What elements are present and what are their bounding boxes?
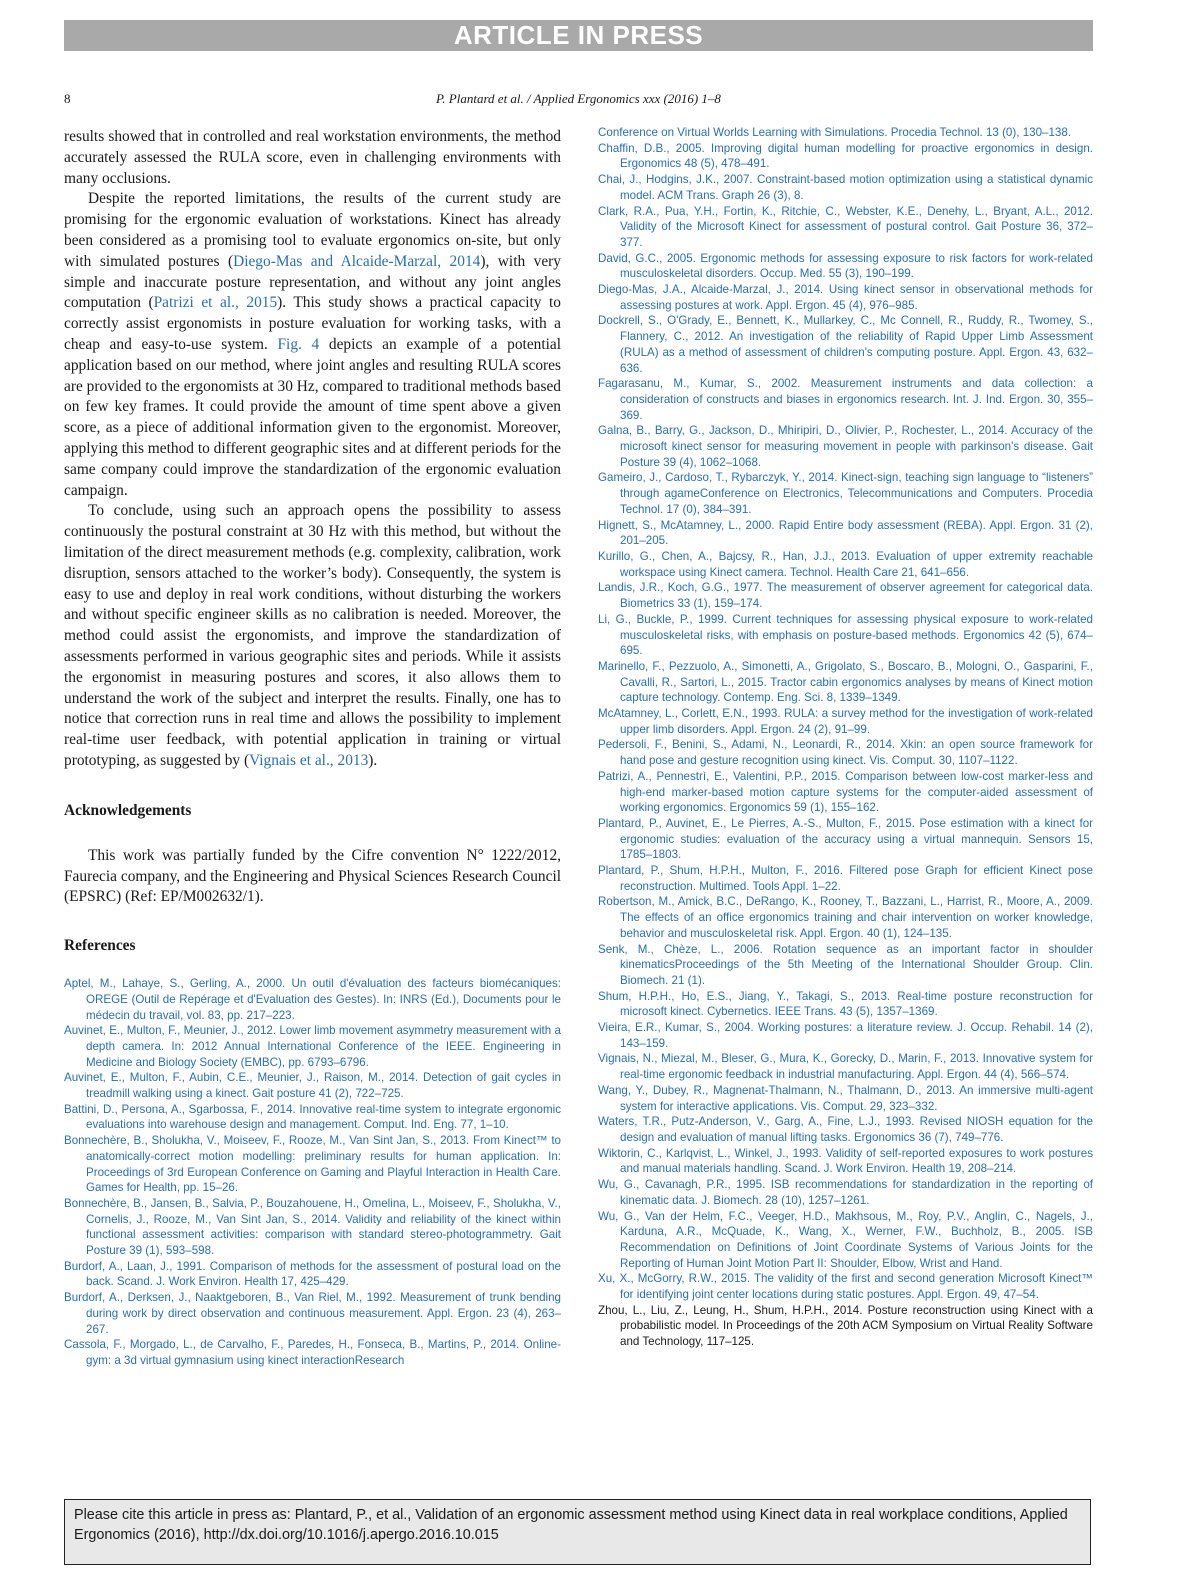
- reference-item[interactable]: Patrizi, A., Pennestrì, E., Valentini, P.P., 2015. Comparison between low-cost marker-less and high-end marker-based motion capture systems for the computer-aided assessment of working ergonomics. Ergonomics 59 (1), 155–162.: [598, 769, 1093, 815]
- acknowledgements-text: This work was partially funded by the Cifre convention N° 1222/2012, Faurecia company, and the Engineering and Physical Sciences Research Council (EPSRC) (Ref: EP/M002632/1).: [64, 846, 561, 906]
- reference-item[interactable]: Landis, J.R., Koch, G.G., 1977. The measurement of observer agreement for categorical data. Biometrics 33 (1), 159–174.: [598, 581, 1093, 611]
- reference-item[interactable]: Battini, D., Persona, A., Sgarbossa, F., 2014. Innovative real-time system to integrate ergonomic evaluations into warehouse design and management. Comput. Ind. Eng. 77, 1–10.: [64, 1102, 561, 1132]
- reference-item[interactable]: Kurillo, G., Chen, A., Bajcsy, R., Han, J.J., 2013. Evaluation of upper extremity reachable workspace using Kinect camera. Technol. Health Care 21, 641–656.: [598, 549, 1093, 579]
- reference-item[interactable]: Pedersoli, F., Benini, S., Adami, N., Leonardi, R., 2014. Xkin: an open source framework for hand pose and gesture recognition using kinect. Vis. Comput. 30, 1107–1122.: [598, 738, 1093, 768]
- left-column: [64, 127, 561, 1369]
- reference-item[interactable]: Plantard, P., Shum, H.P.H., Multon, F., 2016. Filtered pose Graph for efficient Kinect pose reconstruction. Multimed. Tools Appl. 1–22.: [598, 864, 1093, 893]
- reference-item[interactable]: Bonnechère, B., Sholukha, V., Moiseev, F., Rooze, M., Van Sint Jan, S., 2013. From Kinect™ to anatomically-correct motion modelling: preliminary results for human application. In: Proceedings of 3rd European Conference on Gaming and Playful Interaction in Health Care. Games for Health, pp. 15–26.: [64, 1134, 561, 1195]
- reference-item[interactable]: Wiktorin, C., Karlqvist, L., Winkel, J., 1993. Validity of self-reported exposures to work postures and manual materials handling. Scand. J. Work Environ. Health 19, 208–214.: [598, 1146, 1093, 1176]
- reference-item[interactable]: Dockrell, S., O'Grady, E., Bennett, K., Mullarkey, C., Mc Connell, R., Ruddy, R., Twomey, S., Flannery, C., 2012. An investigation of the reliability of Rapid Upper Limb Assessment (RULA) as a method of assessment of children's computing posture. Appl. Ergon. 43, 632–636.: [598, 314, 1093, 375]
- para2-text-d: depicts an example of a potential application based on our method, where joint angles and resulting RULA scores are provided to the ergonomists at 30 Hz, compared to traditional methods based on few key frames. It could provide the amount of time spent above a given score, as a piece of additional information given to the ergonomist. Moreover, applying this method to different geographic sites and at different periods for the same company could improve the standardization of the ergonomic evaluation campaign.: [64, 335, 562, 499]
- citation-patrizi[interactable]: Patrizi et al., 2015: [153, 294, 278, 312]
- reference-item[interactable]: Xu, X., McGorry, R.W., 2015. The validity of the first and second generation Microsoft Kinect™ for identifying joint center locations during static postures. Appl. Ergon. 49, 47–54.: [598, 1272, 1093, 1302]
- figure-4-link[interactable]: Fig. 4: [277, 335, 320, 353]
- reference-item[interactable]: Robertson, M., Amick, B.C., DeRango, K., Rooney, T., Bazzani, L., Harrist, R., Moore, A., 2009. The effects of an office ergonomics training and chair intervention on worker knowledge, behavior and musculoskeletal risk. Appl. Ergon. 40 (1), 124–135.: [598, 895, 1093, 940]
- reference-item[interactable]: Burdorf, A., Laan, J., 1991. Comparison of methods for the assessment of postural load on the back. Scand. J. Work Environ. Health 17, 425–429.: [64, 1259, 561, 1289]
- reference-item[interactable]: Auvinet, E., Multon, F., Meunier, J., 2012. Lower limb movement asymmetry measurement with a depth camera. In: 2012 Annual International Conference of the IEEE. Engineering in Medicine and Biology Society (EMBC), pp. 6793–6796.: [64, 1024, 561, 1069]
- acknowledgements-heading: Acknowledgements: [64, 801, 192, 819]
- reference-item[interactable]: Burdorf, A., Derksen, J., Naaktgeboren, B., Van Riel, M., 1992. Measurement of trunk bending during work by direct observation and continuous measurement. Appl. Ergon. 23 (4), 263–267.: [64, 1291, 561, 1336]
- reference-item[interactable]: McAtamney, L., Corlett, E.N., 1993. RULA: a survey method for the investigation of work-related upper limb disorders. Appl. Ergon. 24 (2), 91–99.: [598, 707, 1093, 736]
- reference-item[interactable]: Galna, B., Barry, G., Jackson, D., Mhiripiri, D., Olivier, P., Rochester, L., 2014. Accuracy of the microsoft kinect sensor for measuring movement in people with parkinson's disease. Gait Posture 39 (4), 1062–1068.: [598, 424, 1093, 469]
- paragraph-1: results showed that in controlled and real workstation environments, the method accurately assessed the RULA score, even in challenging environments with many occlusions.: [64, 128, 561, 187]
- article-in-press-banner: ARTICLE IN PRESS: [64, 20, 1093, 51]
- citation-diego-mas[interactable]: Diego-Mas and Alcaide-Marzal, 2014: [233, 252, 481, 270]
- reference-item[interactable]: Waters, T.R., Putz-Anderson, V., Garg, A., Fine, L.J., 1993. Revised NIOSH equation for the design and evaluation of manual lifting tasks. Ergonomics 36 (7), 749–776.: [598, 1115, 1093, 1144]
- citation-vignais[interactable]: Vignais et al., 2013: [249, 751, 369, 769]
- running-head: P. Plantard et al. / Applied Ergonomics xxx (2016) 1–8: [436, 91, 721, 106]
- reference-item[interactable]: David, G.C., 2005. Ergonomic methods for assessing exposure to risk factors for work-related musculoskeletal disorders. Occup. Med. 55 (3), 190–199.: [598, 251, 1093, 281]
- reference-item[interactable]: Senk, M., Chèze, L., 2006. Rotation sequence as an important factor in shoulder kinematicsProceedings of the 5th Meeting of the International Shoulder Group. Clin. Biomech. 21 (1).: [598, 942, 1093, 987]
- reference-item[interactable]: Wu, G., Cavanagh, P.R., 1995. ISB recommendations for standardization in the reporting of kinematic data. J. Biomech. 28 (10), 1257–1261.: [598, 1178, 1093, 1207]
- reference-list-right: [598, 125, 1093, 1303]
- reference-item[interactable]: Bonnechère, B., Jansen, B., Salvia, P., Bouzahouene, H., Omelina, L., Moiseev, F., Sholukha, V., Cornelis, J., Rooze, M., Van Sint Jan, S., 2014. Validity and reliability of the kinect within functional assessment activities: comparison with standard stereo-photogrammetry. Gait Posture 39 (1), 593–598.: [64, 1196, 561, 1258]
- references-heading: References: [64, 937, 136, 955]
- para3-text-a: To conclude, using such an approach opens the possibility to assess continuously the postural constraint at 30 Hz with this method, but without the limitation of the direct measurement methods (e.g. complexity, calibration, work disruption, sensors attached to the worker’s body). Consequently, the system is easy to use and deploy in real work conditions, without disturbing the workers and without specific engineer skills as no calibration is needed. Moreover, the method could assist the ergonomists, and improve the standardization of assessments performed in various geographic sites and periods. While it assists the ergonomist in measuring postures and scores, it also allows them to understand the work of the subject and interpret the results. Finally, one has to notice that correction runs in real time and allows the possibility to implement real-time user feedback, with potential application in training or virtual prototyping, as suggested by (: [64, 502, 561, 769]
- reference-item[interactable]: Fagarasanu, M., Kumar, S., 2002. Measurement instruments and data collection: a consideration of constructs and biases in ergonomics research. Int. J. Ind. Ergon. 30, 355–369.: [598, 377, 1093, 422]
- reference-list-left: [64, 976, 561, 1369]
- para3-text-b: ).: [368, 751, 378, 769]
- reference-item[interactable]: Chai, J., Hodgins, J.K., 2007. Constraint-based motion optimization using a statistical dynamic model. ACM Trans. Graph 26 (3), 8.: [598, 173, 1093, 202]
- reference-item[interactable]: Clark, R.A., Pua, Y.H., Fortin, K., Ritchie, C., Webster, K.E., Denehy, L., Bryant, A.L., 2012. Validity of the Microsoft Kinect for assessment of postural control. Gait Posture 36, 372–377.: [598, 204, 1093, 249]
- reference-item-zhou: Zhou, L., Liu, Z., Leung, H., Shum, H.P.H., 2014. Posture reconstruction using Kinect with a probabilistic model. In Proceedings of the 20th ACM Symposium on Virtual Reality Software and Technology, 117–125.: [598, 1303, 1093, 1349]
- right-column: [598, 125, 1093, 1350]
- reference-item[interactable]: Hignett, S., McAtamney, L., 2000. Rapid Entire body assessment (REBA). Appl. Ergon. 31 (2), 201–205.: [598, 518, 1093, 548]
- para2-text-a: Despite the reported limitations, the results of the current study are promising for the ergonomic evaluation of workstations. Kinect has already been considered as a promising tool to evaluate ergonomics on-site, but only with simulated postures (: [64, 190, 561, 270]
- reference-item[interactable]: Shum, H.P.H., Ho, E.S., Jiang, Y., Takagi, S., 2013. Real-time posture reconstruction for microsoft kinect. Cybernetics. IEEE Trans. 43 (5), 1357–1369.: [598, 989, 1093, 1019]
- reference-item[interactable]: Wang, Y., Dubey, R., Magnenat-Thalmann, N., Thalmann, D., 2013. An immersive multi-agent system for interactive applications. Vis. Comput. 29, 323–332.: [598, 1083, 1093, 1113]
- reference-item[interactable]: Conference on Virtual Worlds Learning with Simulations. Procedia Technol. 13 (0), 130–138.: [598, 126, 1072, 139]
- reference-item[interactable]: Plantard, P., Auvinet, E., Le Pierres, A.-S., Multon, F., 2015. Pose estimation with a kinect for ergonomic studies: evaluation of the accuracy using a virtual mannequin. Sensors 15, 1785–1803.: [598, 816, 1093, 862]
- reference-item[interactable]: Diego-Mas, J.A., Alcaide-Marzal, J., 2014. Using kinect sensor in observational methods for assessing postures at work. Appl. Ergon. 45 (4), 976–985.: [598, 283, 1093, 312]
- reference-item[interactable]: Cassola, F., Morgado, L., de Carvalho, F., Paredes, H., Fonseca, B., Martins, P., 2014. Online-gym: a 3d virtual gymnasium using kinect interactionResearch: [64, 1338, 561, 1367]
- para2-text-b: ), with very simple and inaccurate posture representation, and without any joint angles computation (: [64, 252, 561, 312]
- paragraph-2: [64, 189, 561, 501]
- reference-item[interactable]: Li, G., Buckle, P., 1999. Current techniques for assessing physical exposure to work-related musculoskeletal risks, with emphasis on posture-based methods. Ergonomics 42 (5), 674–695.: [598, 612, 1093, 658]
- reference-item[interactable]: Vignais, N., Miezal, M., Bleser, G., Mura, K., Gorecky, D., Marin, F., 2013. Innovative system for real-time ergonomic feedback in industrial manufacturing. Appl. Ergon. 44 (4), 566–574.: [598, 1052, 1093, 1082]
- reference-item[interactable]: Chaffin, D.B., 2005. Improving digital human modelling for proactive ergonomics in design. Ergonomics 48 (5), 478–491.: [598, 141, 1093, 171]
- reference-item[interactable]: Gameiro, J., Cardoso, T., Rybarczyk, Y., 2014. Kinect-sign, teaching sign language to “listeners” through agameConference on Electronics, Telecommunications and Computers. Procedia Technol. 17 (0), 384–391.: [598, 471, 1093, 516]
- reference-item[interactable]: Auvinet, E., Multon, F., Aubin, C.E., Meunier, J., Raison, M., 2014. Detection of gait cycles in treadmill walking using a kinect. Gait posture 41 (2), 722–725.: [64, 1071, 561, 1101]
- reference-item[interactable]: Vieira, E.R., Kumar, S., 2004. Working postures: a literature review. J. Occup. Rehabil. 14 (2), 143–159.: [598, 1021, 1093, 1050]
- reference-item[interactable]: Aptel, M., Lahaye, S., Gerling, A., 2000. Un outil d'évaluation des facteurs biomécaniques: OREGE (Outil de Repérage et d'Evaluation des Gestes). In: INRS (Ed.), Documents pour le médecin du travail, vol. 83, pp. 217–223.: [64, 977, 561, 1022]
- reference-item[interactable]: Marinello, F., Pezzuolo, A., Simonetti, A., Grigolato, S., Boscaro, B., Mologni, O., Gasparini, F., Cavalli, R., Sartori, L., 2015. Tractor cabin ergonomics analyses by means of Kinect motion capture technology. Contemp. Eng. Sci. 8, 1339–1349.: [598, 659, 1093, 705]
- reference-item[interactable]: Wu, G., Van der Helm, F.C., Veeger, H.D., Makhsous, M., Roy, P.V., Anglin, C., Nagels, J., Karduna, A.R., McQuade, K., Wang, X., Werner, F.W., Buchholz, B., 2005. ISB Recommendation on Definitions of Joint Coordinate Systems of Various Joints for the Reporting of Human Joint Motion Part II: Shoulder, Elbow, Wrist and Hand.: [598, 1209, 1093, 1270]
- para2-text-c: ). This study shows a practical capacity to correctly assist ergonomists in posture evaluation for working tasks, with a cheap and easy-to-use system.: [64, 294, 561, 353]
- page-number: 8: [64, 91, 71, 106]
- citation-notice-box: Please cite this article in press as: Plantard, P., et al., Validation of an ergonomic assessment method using Kinect data in real workplace conditions, Applied Ergonomics (2016), http://dx.doi.org/10.1016/j.apergo.2016.10.015: [64, 1499, 1091, 1565]
- paragraph-3: [64, 501, 561, 771]
